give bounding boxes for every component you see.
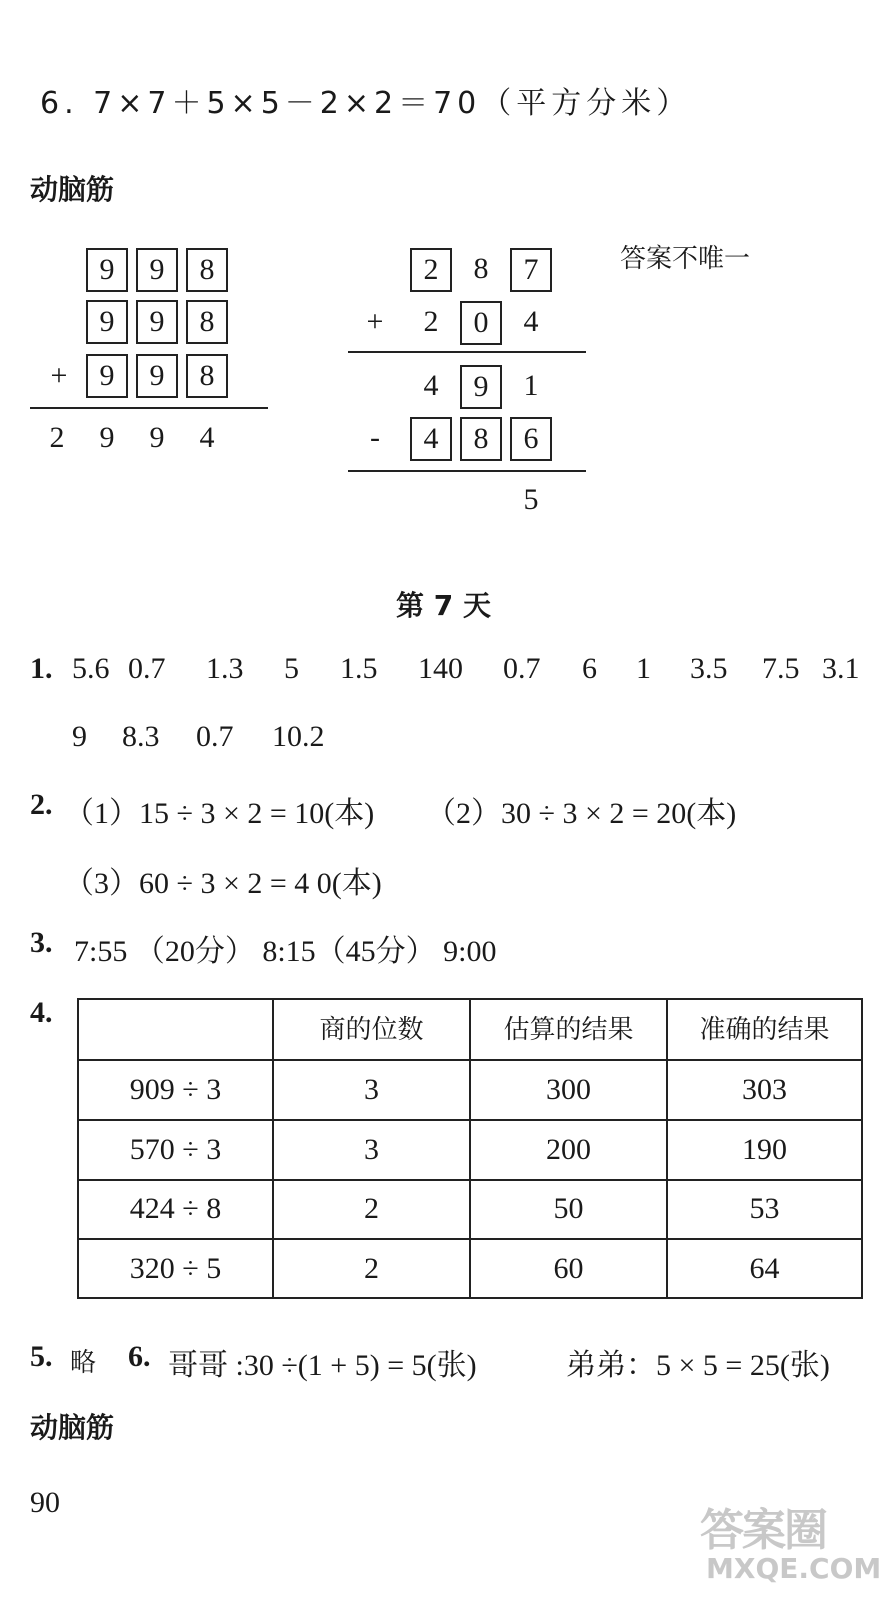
answer-value: 0.7	[196, 720, 234, 753]
answer-value: 140	[418, 652, 463, 685]
table-cell: 424 ÷ 8	[129, 1192, 222, 1225]
digit-box: 4	[410, 417, 452, 461]
answer-value: 3.1	[822, 652, 860, 685]
table-header: 准确的结果	[699, 1015, 830, 1045]
brain-teaser-title: 动脑筋	[30, 173, 115, 206]
q2-number: 2.	[30, 788, 53, 821]
q5-number: 5.	[30, 1340, 53, 1373]
digit-box: 0	[460, 301, 502, 345]
result-digit: 2	[49, 421, 65, 454]
watermark-url: MXQE.COM	[706, 1552, 882, 1585]
answer-value: 5.6	[72, 652, 110, 685]
answer-value: 7.5	[762, 652, 800, 685]
digit-box: 9	[136, 354, 178, 398]
table-cell: 2	[364, 1252, 379, 1285]
q3-answer: 7:55 （20分） 8:15（45分） 9:00	[74, 935, 497, 968]
table-cell: 303	[742, 1073, 787, 1106]
result-digit: 9	[99, 421, 115, 454]
q6-answer-line: 6. 7×7＋5×5－2×2＝70（平方分米）	[40, 86, 692, 121]
q1-number: 1.	[30, 652, 53, 685]
day-title: 第 7 天	[396, 589, 491, 622]
table-cell: 190	[742, 1133, 787, 1166]
digit-box: 7	[510, 248, 552, 292]
digit: 1	[523, 369, 539, 402]
table-cell: 64	[749, 1252, 780, 1285]
digit-box: 9	[136, 248, 178, 292]
table-header: 商的位数	[319, 1015, 424, 1045]
difference-line	[348, 470, 586, 472]
table-cell: 300	[546, 1073, 591, 1106]
minus-sign: -	[370, 421, 380, 454]
table-cell: 53	[749, 1192, 780, 1225]
q3-number: 3.	[30, 926, 53, 959]
sum-line	[348, 351, 586, 353]
digit-box: 9	[86, 354, 128, 398]
q6-number: 6.	[128, 1340, 151, 1373]
table-cell: 3	[364, 1073, 379, 1106]
result-digit: 9	[149, 421, 165, 454]
table-border	[861, 998, 863, 1299]
answer-value: 1.5	[340, 652, 378, 685]
table-cell: 60	[553, 1252, 584, 1285]
sum-line	[30, 407, 268, 409]
digit: 4	[423, 369, 439, 402]
q4-number: 4.	[30, 996, 53, 1029]
digit: 4	[523, 305, 539, 338]
answer-value: 1	[636, 652, 651, 685]
answer-value: 9	[72, 720, 87, 753]
answer-value: 10.2	[272, 720, 325, 753]
table-cell: 320 ÷ 5	[129, 1252, 222, 1285]
q5-answer: 略	[70, 1348, 97, 1378]
q2-part1: （1）15 ÷ 3 × 2 = 10(本)	[64, 797, 375, 830]
answer-value: 0.7	[503, 652, 541, 685]
q2-part3: （3）60 ÷ 3 × 2 = 4 0(本)	[64, 867, 382, 900]
result-digit: 5	[523, 483, 539, 516]
answer-value: 3.5	[690, 652, 728, 685]
answer-value: 8.3	[122, 720, 160, 753]
result-digit: 4	[199, 421, 215, 454]
table-cell: 570 ÷ 3	[129, 1133, 222, 1166]
answer-value: 5	[284, 652, 299, 685]
digit-box: 9	[86, 300, 128, 344]
digit: 2	[423, 305, 439, 338]
brain-teaser-title: 动脑筋	[30, 1411, 115, 1444]
answer-value: 0.7	[128, 652, 166, 685]
table-cell: 3	[364, 1133, 379, 1166]
digit-box: 9	[136, 300, 178, 344]
digit-box: 6	[510, 417, 552, 461]
table-cell: 50	[553, 1192, 584, 1225]
q2-part2: （2）30 ÷ 3 × 2 = 20(本)	[426, 797, 737, 830]
table-header: 估算的结果	[503, 1015, 634, 1045]
watermark-logo: 答案圈	[700, 1505, 826, 1556]
digit-box: 2	[410, 248, 452, 292]
digit: 8	[473, 252, 489, 285]
digit-box: 9	[86, 248, 128, 292]
digit-box: 8	[460, 417, 502, 461]
table-cell: 2	[364, 1192, 379, 1225]
table-cell: 200	[546, 1133, 591, 1166]
answer-value: 6	[582, 652, 597, 685]
q6-answer-brother: 哥哥 :30 ÷(1 + 5) = 5(张)	[168, 1349, 477, 1382]
q6-answer-younger-brother: 弟弟：5 × 5 = 25(张)	[566, 1349, 830, 1382]
digit-box: 8	[186, 354, 228, 398]
page-number: 90	[30, 1486, 60, 1519]
plus-sign: +	[50, 359, 68, 392]
digit-box: 9	[460, 365, 502, 409]
answer-value: 1.3	[206, 652, 244, 685]
table-cell: 909 ÷ 3	[129, 1073, 222, 1106]
answer-note: 答案不唯一	[620, 244, 751, 274]
digit-box: 8	[186, 248, 228, 292]
plus-sign: +	[366, 305, 384, 338]
digit-box: 8	[186, 300, 228, 344]
